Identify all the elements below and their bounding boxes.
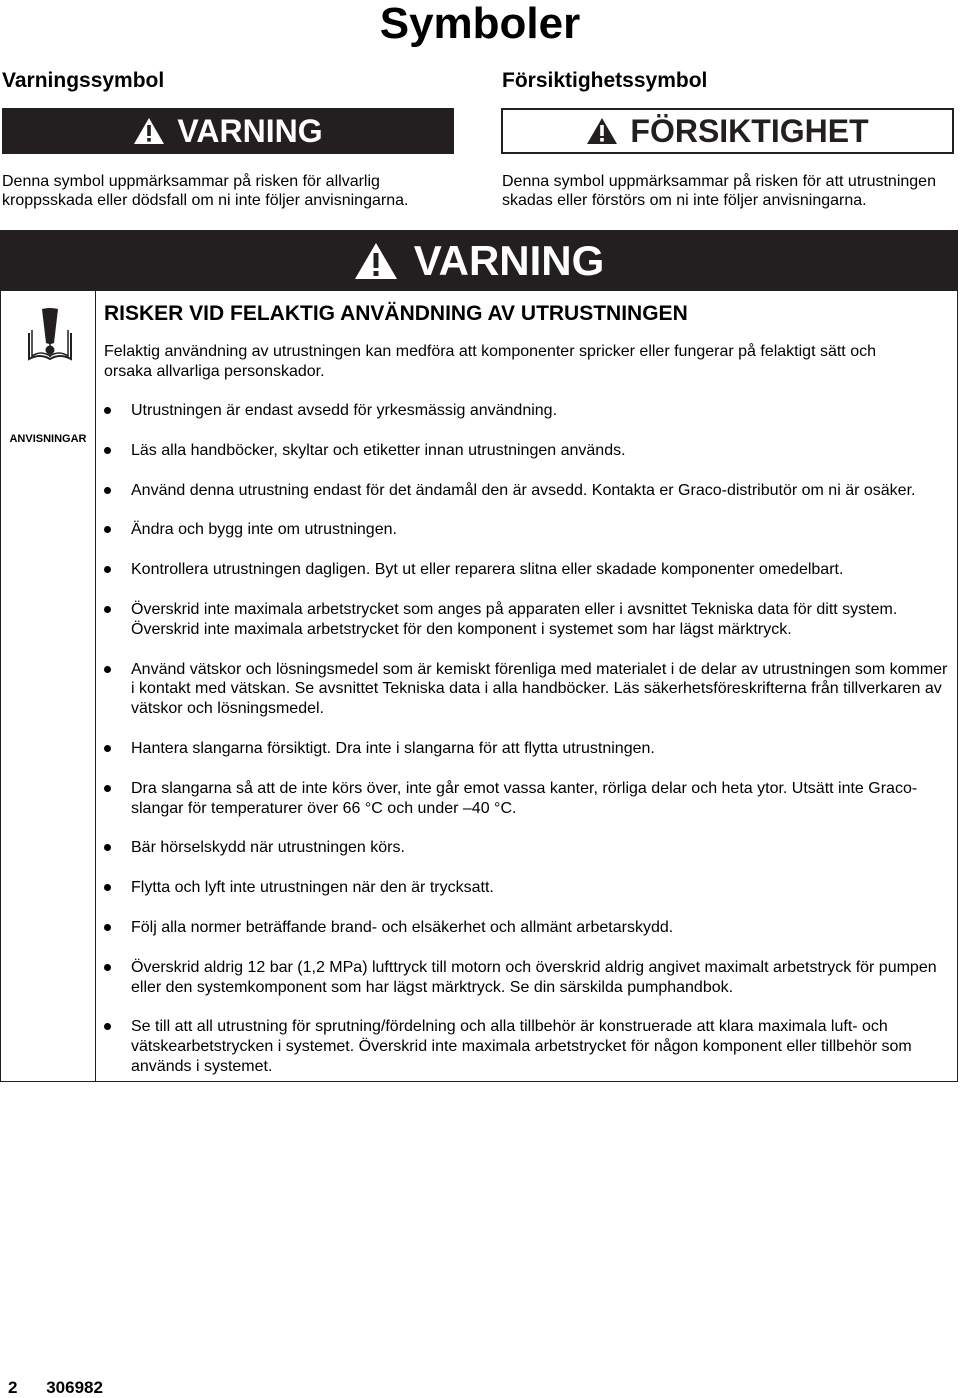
- warning-box-header-label: VARNING: [413, 237, 605, 284]
- list-item: Hantera slangarna försiktigt. Dra inte i slangarna för att flytta utrustningen.: [104, 739, 954, 759]
- risk-intro: Felaktig användning av utrustningen kan medföra att komponenter spricker eller fungerar på felaktigt sätt och orsaka allvarliga personskador.: [104, 343, 876, 380]
- caution-symbol-banner: [501, 108, 954, 154]
- page-footer: [8, 1378, 103, 1398]
- warning-box: [0, 230, 958, 1082]
- list-item: Flytta och lyft inte utrustningen när den är trycksatt.: [104, 878, 954, 898]
- warning-triangle-icon: [133, 117, 165, 145]
- page-title: Symboler: [379, 0, 581, 48]
- list-item: Överskrid inte maximala arbetstrycket som anges på apparaten eller i avsnittet Tekniska data för ditt system. Överskrid inte maximala arbetstrycket för den komponent i systemet som har lägst märktryck.: [104, 600, 954, 640]
- list-item: Kontrollera utrustningen dagligen. Byt ut eller reparera slitna eller skadade komponenter omedelbart.: [104, 560, 954, 580]
- caution-banner-label: FÖRSIKTIGHET: [630, 112, 869, 149]
- list-item: Läs alla handböcker, skyltar och etiketter innan utrustningen används.: [104, 441, 954, 461]
- instructions-label: ANVISNINGAR: [9, 433, 87, 445]
- caution-symbol-description: Denna symbol uppmärksammar på risken för att utrustningen skadas eller förstörs om ni inte följer anvisningarna.: [502, 173, 936, 209]
- warning-triangle-icon: [586, 117, 618, 145]
- warning-symbol-heading: Varningssymbol: [2, 69, 165, 92]
- warning-banner-label: VARNING: [177, 112, 323, 149]
- document-number: 306982: [46, 1378, 103, 1397]
- list-item: Dra slangarna så att de inte körs över, inte går emot vassa kanter, rörliga delar och heta ytor. Utsätt inte Graco-slangar för temperaturer över 66 °C och under –40 °C.: [104, 779, 954, 819]
- warning-symbol-description: Denna symbol uppmärksammar på risken för allvarlig kroppsskada eller dödsfall om ni inte följer anvisningarna.: [2, 173, 409, 209]
- warning-bullet-list: [104, 401, 954, 1097]
- list-item: Se till att all utrustning för sprutning/fördelning och alla tillbehör är konstruerade att klara maximala luft- och vätskearbetstrycken i systemet. Överskrid inte maximala arbetstrycket för någon komponent eller tillbehör som används i systemet.: [104, 1017, 954, 1076]
- caution-symbol-heading: Försiktighetssymbol: [502, 69, 708, 92]
- warning-symbol-banner: [2, 108, 454, 154]
- list-item: Ändra och bygg inte om utrustningen.: [104, 520, 954, 540]
- list-item: Utrustningen är endast avsedd för yrkesmässig användning.: [104, 401, 954, 421]
- list-item: Använd vätskor och lösningsmedel som är kemiskt förenliga med materialet i de delar av utrustningen som kommer i kontakt med vätskan. Se avsnittet Tekniska data i alla handböcker. Läs säkerhetsföreskrifterna från tillverkaren av vätskor och lösningsmedel.: [104, 660, 954, 719]
- list-item: Bär hörselskydd när utrustningen körs.: [104, 838, 954, 858]
- list-item: Följ alla normer beträffande brand- och elsäkerhet och allmänt arbetarskydd.: [104, 918, 954, 938]
- page-number: 2: [8, 1378, 18, 1397]
- warning-box-header: [1, 231, 957, 291]
- list-item: Överskrid aldrig 12 bar (1,2 MPa) lufttryck till motorn och överskrid aldrig angivet maximalt arbetstryck för pumpen eller den systemkomponent som har lägst märktryck. Se din särskilda pumphandbok.: [104, 958, 954, 998]
- list-item: Använd denna utrustning endast för det ändamål den är avsedd. Kontakta er Graco-distributör om ni är osäker.: [104, 481, 954, 501]
- side-column: [1, 291, 96, 1081]
- warning-triangle-icon: [354, 242, 398, 280]
- manual-warning-icon: [24, 307, 76, 367]
- risk-title: RISKER VID FELAKTIG ANVÄNDNING AV UTRUSTNINGEN: [104, 302, 688, 325]
